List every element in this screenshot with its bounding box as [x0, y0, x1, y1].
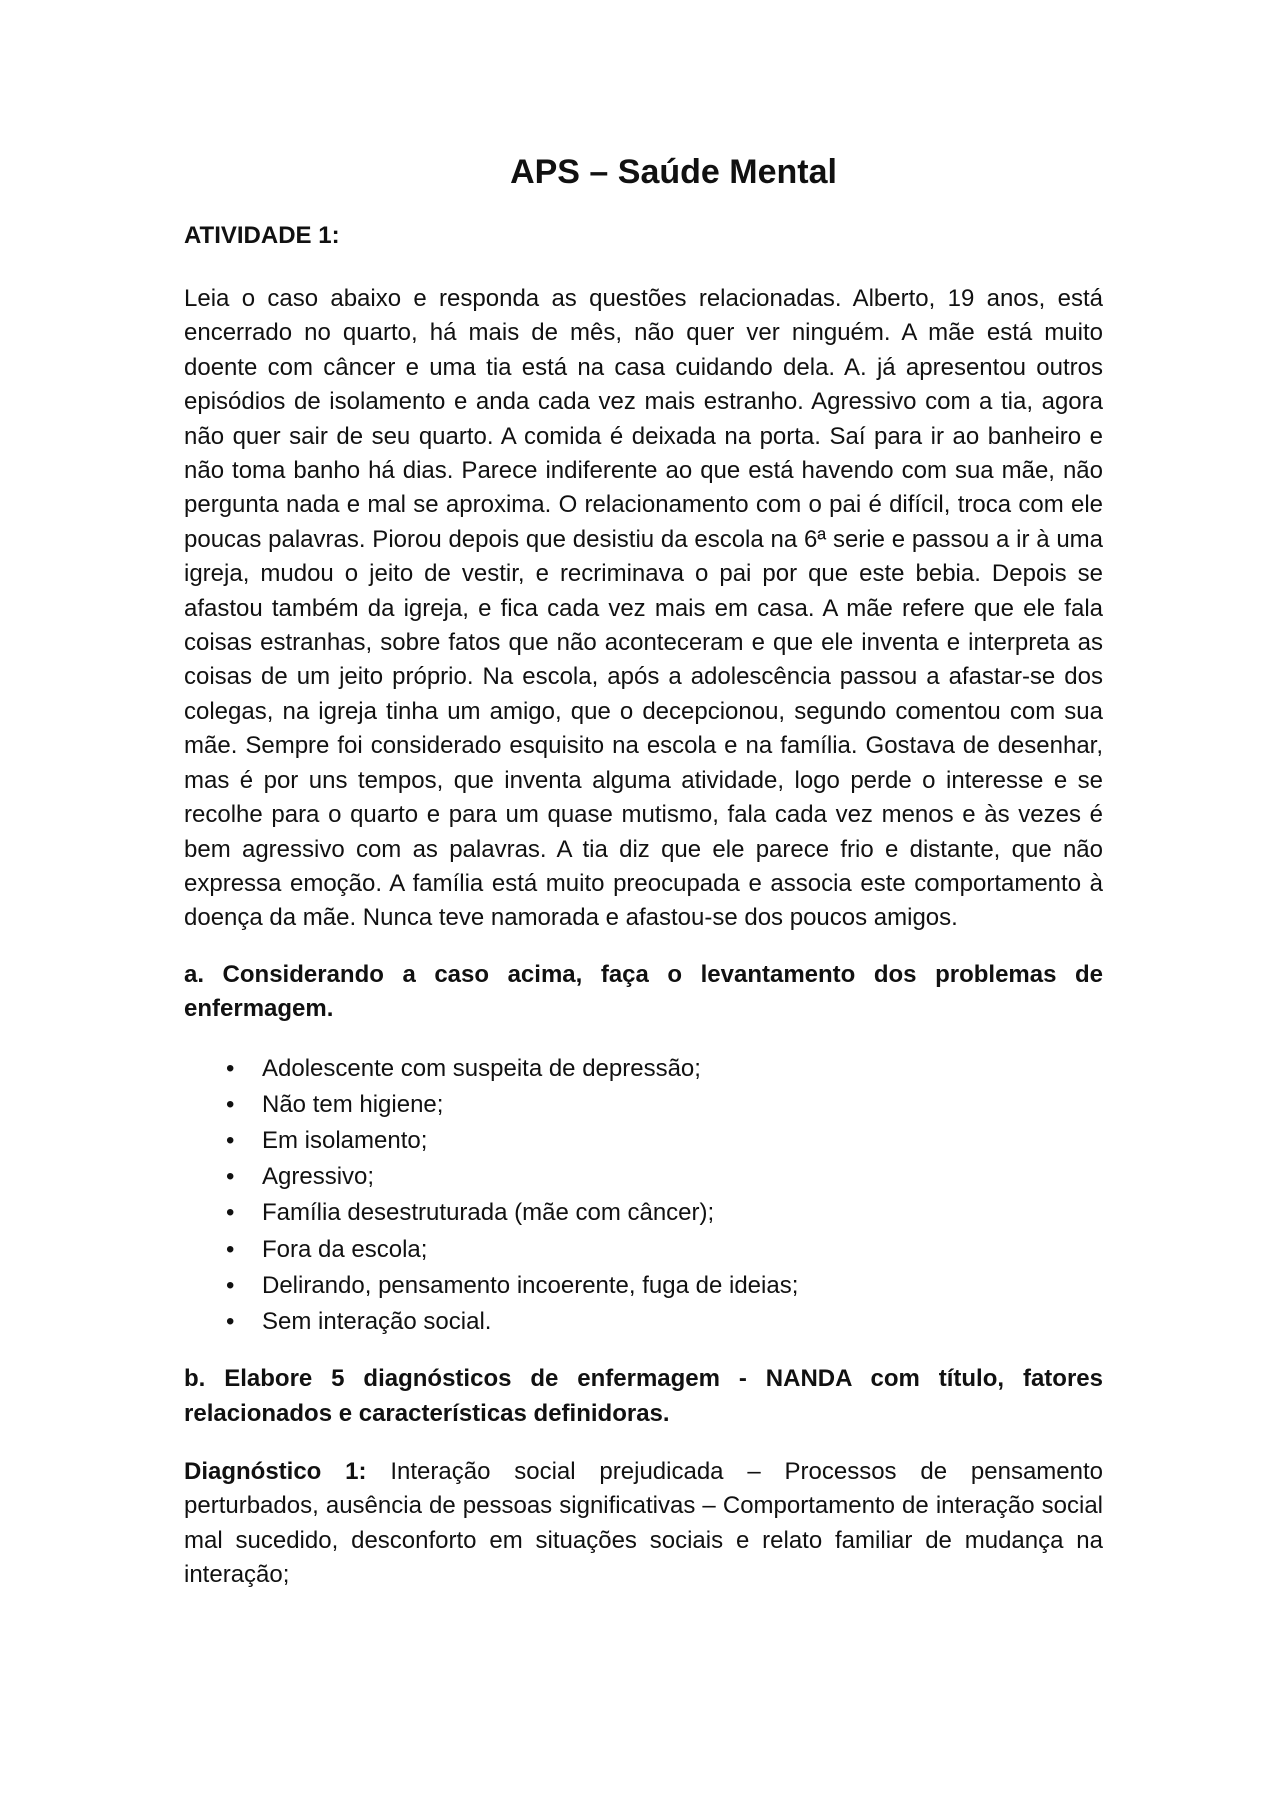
list-item-text: Fora da escola; — [262, 1235, 428, 1263]
bullet-icon: • — [226, 1271, 235, 1299]
bullet-icon: • — [226, 1199, 235, 1227]
bullet-icon: • — [226, 1090, 235, 1118]
list-item-text: Família desestruturada (mãe com câncer); — [262, 1199, 715, 1227]
list-item — [184, 1087, 1103, 1123]
list-item — [184, 1304, 1103, 1340]
list-item-text: Não tem higiene; — [262, 1090, 444, 1118]
case-paragraph: Leia o caso abaixo e responda as questões relacionadas. Alberto, 19 anos, está encerrado no quarto, há mais de mês, não quer ver ninguém. A mãe está muito doente com câncer e uma tia está na casa cuidando dela. A. já apresentou outros episódios de isolamento e anda cada vez mais estranho. Agressivo com a tia, agora não quer sair de seu quarto. A comida é deixada na porta. Saí para ir ao banheiro e não toma banho há dias. Parece indiferente ao que está havendo com sua mãe, não pergunta nada e mal se aproxima. O relacionamento com o pai é difícil, troca com ele poucas palavras. Piorou depois que desistiu da escola na 6ª serie e passou a ir à uma igreja, mudou o jeito de vestir, e recriminava o pai por que este bebia. Depois se afastou também da igreja, e fica cada vez mais em casa. A mãe refere que ele fala coisas estranhas, sobre fatos que não aconteceram e que ele inventa e interpreta as coisas de um jeito próprio. Na escola, após a adolescência passou a afastar-se dos colegas, na igreja tinha um amigo, que o decepcionou, segundo comentou com sua mãe. Sempre foi considerado esquisito na escola e na família. Gostava de desenhar, mas é por uns tempos, que inventa alguma atividade, logo perde o interesse e se recolhe para o quarto e para um quase mutismo, fala cada vez menos e às vezes é bem agressivo com as palavras. A tia diz que ele parece frio e distante, que não expressa emoção. A família está muito preocupada e associa este comportamento à doença da mãe. Nunca teve namorada e afastou-se dos poucos amigos. — [184, 285, 1103, 932]
list-item — [184, 1195, 1103, 1231]
activity-heading: ATIVIDADE 1: — [184, 222, 340, 249]
list-item — [184, 1159, 1103, 1195]
bullet-icon: • — [226, 1163, 235, 1191]
list-item — [184, 1232, 1103, 1268]
list-item — [184, 1268, 1103, 1304]
question-b: b. Elabore 5 diagnósticos de enfermagem - NANDA com título, fatores relacionados e características definidoras. — [184, 1365, 1103, 1427]
bullet-icon: • — [226, 1235, 235, 1263]
bullet-icon: • — [226, 1054, 235, 1082]
question-a: a. Considerando a caso acima, faça o levantamento dos problemas de enfermagem. — [184, 960, 1103, 1023]
bullet-icon: • — [226, 1126, 235, 1154]
diagnosis-1 — [184, 1455, 1103, 1593]
list-item-text: Agressivo; — [262, 1163, 375, 1191]
document-title: APS – Saúde Mental — [510, 153, 837, 191]
list-item-text: Delirando, pensamento incoerente, fuga de ideias; — [262, 1271, 799, 1299]
list-item — [184, 1123, 1103, 1159]
list-item — [184, 1051, 1103, 1087]
list-item-text: Em isolamento; — [262, 1126, 428, 1154]
diagnosis-1-label: Diagnóstico 1: — [184, 1457, 367, 1485]
diagnosis-1-text: Interação social prejudicada – Processos de pensamento perturbados, ausência de pessoas significativas – Comportamento de interação social mal sucedido, desconforto em situações sociais e relato familiar de mudança na interação; — [184, 1457, 1103, 1589]
list-item-text: Sem interação social. — [262, 1307, 492, 1335]
problems-list — [184, 1051, 1103, 1341]
list-item-text: Adolescente com suspeita de depressão; — [262, 1054, 701, 1082]
bullet-icon: • — [226, 1307, 235, 1335]
